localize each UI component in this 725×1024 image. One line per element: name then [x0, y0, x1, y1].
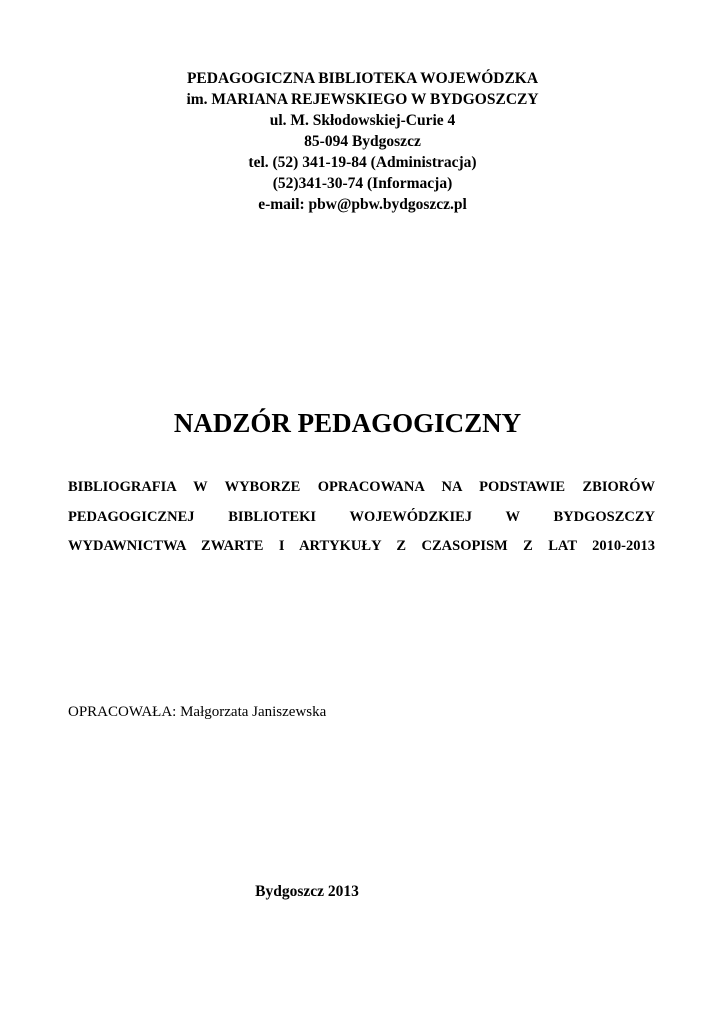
library-postal-code: 85-094 Bydgoszcz — [304, 133, 421, 150]
library-street: ul. M. Skłodowskiej-Curie 4 — [269, 112, 456, 129]
library-name: PEDAGOGICZNA BIBLIOTEKA WOJEWÓDZKA — [186, 70, 539, 87]
author-credit: OPRACOWAŁA: Małgorzata Janiszewska — [68, 704, 327, 720]
library-phone-info: (52)341-30-74 (Informacja) — [272, 175, 453, 192]
library-phone-admin: tel. (52) 341-19-84 (Administracja) — [248, 154, 477, 171]
subtitle-line-1: BIBLIOGRAFIA W WYBORZE OPRACOWANA NA PODSTAWIE ZBIORÓW — [68, 479, 655, 495]
library-patron: im. MARIANA REJEWSKIEGO W BYDGOSZCZY — [186, 91, 539, 108]
library-address-block — [0, 68, 725, 215]
place-and-year: Bydgoszcz 2013 — [255, 883, 359, 900]
subtitle-line-3: WYDAWNICTWA ZWARTE I ARTYKUŁY Z CZASOPISM Z LAT 2010-2013 — [68, 538, 655, 554]
subtitle-line-2: PEDAGOGICZNEJ BIBLIOTEKI WOJEWÓDZKIEJ W BYDGOSZCZY — [68, 508, 655, 525]
document-subtitle — [68, 473, 655, 562]
document-title: NADZÓR PEDAGOGICZNY — [173, 408, 522, 438]
library-email: e-mail: pbw@pbw.bydgoszcz.pl — [258, 196, 467, 213]
